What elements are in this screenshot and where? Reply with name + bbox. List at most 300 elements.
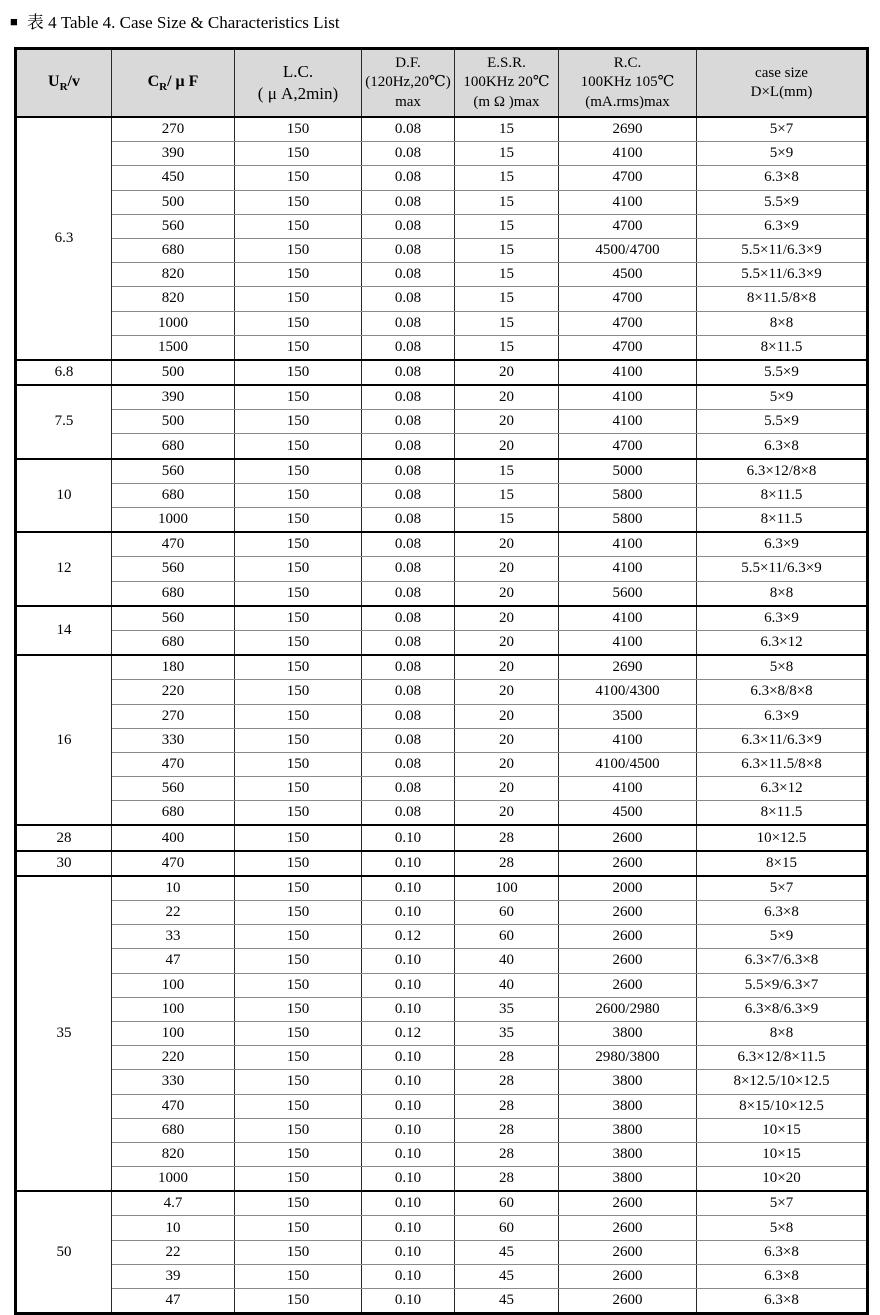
table-cell: 2600 <box>559 1264 697 1288</box>
table-cell: 330 <box>112 728 235 752</box>
table-cell: 0.08 <box>362 385 455 410</box>
table-cell: 4500 <box>559 263 697 287</box>
table-cell: 0.08 <box>362 238 455 262</box>
table-cell: 6.3×8 <box>697 1264 868 1288</box>
table-cell: 15 <box>455 459 559 484</box>
table-cell: 5.5×9 <box>697 360 868 385</box>
table-row <box>16 1142 868 1166</box>
table-cell: 0.08 <box>362 263 455 287</box>
table-row <box>16 117 868 142</box>
table-cell: 6.3×9 <box>697 214 868 238</box>
table-cell: 150 <box>235 1216 362 1240</box>
table-cell: 20 <box>455 752 559 776</box>
table-cell: 0.08 <box>362 117 455 142</box>
table-cell: 4100/4300 <box>559 680 697 704</box>
table-row <box>16 925 868 949</box>
table-row <box>16 214 868 238</box>
table-cell: 2980/3800 <box>559 1046 697 1070</box>
table-cell: 10×12.5 <box>697 825 868 850</box>
header-capacitance: $C_R/$ μ F <box>112 49 235 118</box>
table-cell: 8×12.5/10×12.5 <box>697 1070 868 1094</box>
table-cell: 5×9 <box>697 925 868 949</box>
table-row <box>16 876 868 901</box>
table-cell: 0.10 <box>362 1264 455 1288</box>
table-row <box>16 459 868 484</box>
table-row <box>16 335 868 360</box>
table-cell: 0.10 <box>362 1167 455 1192</box>
table-cell: 20 <box>455 581 559 606</box>
table-row <box>16 1046 868 1070</box>
table-cell: 150 <box>235 851 362 876</box>
voltage-cell: 16 <box>16 655 112 825</box>
table-cell: 6.3×8 <box>697 901 868 925</box>
table-cell: 3500 <box>559 704 697 728</box>
table-cell: 150 <box>235 704 362 728</box>
table-cell: 0.08 <box>362 434 455 459</box>
table-cell: 4100 <box>559 190 697 214</box>
table-cell: 400 <box>112 825 235 850</box>
table-cell: 0.08 <box>362 166 455 190</box>
table-cell: 3800 <box>559 1167 697 1192</box>
table-cell: 28 <box>455 1046 559 1070</box>
table-cell: 680 <box>112 581 235 606</box>
table-cell: 0.10 <box>362 1142 455 1166</box>
table-row <box>16 825 868 850</box>
table-cell: 150 <box>235 385 362 410</box>
table-cell: 150 <box>235 335 362 360</box>
header-ripple-current: R.C. 100KHz 105℃ (mA.rms)max <box>559 49 697 118</box>
voltage-cell: 10 <box>16 459 112 533</box>
table-cell: 0.12 <box>362 1021 455 1045</box>
table-cell: 0.08 <box>362 335 455 360</box>
table-cell: 3800 <box>559 1021 697 1045</box>
table-cell: 500 <box>112 190 235 214</box>
table-cell: 0.08 <box>362 777 455 801</box>
table-cell: 100 <box>112 973 235 997</box>
table-cell: 470 <box>112 752 235 776</box>
table-cell: 150 <box>235 117 362 142</box>
table-cell: 2600 <box>559 1240 697 1264</box>
table-cell: 560 <box>112 557 235 581</box>
table-cell: 500 <box>112 360 235 385</box>
table-cell: 20 <box>455 434 559 459</box>
table-cell: 330 <box>112 1070 235 1094</box>
table-cell: 28 <box>455 851 559 876</box>
voltage-cell: 50 <box>16 1191 112 1313</box>
table-cell: 150 <box>235 190 362 214</box>
table-row <box>16 851 868 876</box>
table-cell: 220 <box>112 680 235 704</box>
table-cell: 560 <box>112 777 235 801</box>
table-cell: 0.08 <box>362 508 455 533</box>
table-cell: 220 <box>112 1046 235 1070</box>
table-cell: 2600 <box>559 1191 697 1216</box>
table-cell: 470 <box>112 851 235 876</box>
table-row <box>16 1094 868 1118</box>
table-cell: 0.08 <box>362 287 455 311</box>
table-cell: 20 <box>455 410 559 434</box>
table-cell: 28 <box>455 825 559 850</box>
table-cell: 0.10 <box>362 1240 455 1264</box>
table-cell: 6.3×8/8×8 <box>697 680 868 704</box>
table-cell: 5.5×9/6.3×7 <box>697 973 868 997</box>
table-row <box>16 1070 868 1094</box>
table-cell: 4.7 <box>112 1191 235 1216</box>
table-row <box>16 410 868 434</box>
table-row <box>16 777 868 801</box>
table-cell: 150 <box>235 166 362 190</box>
table-cell: 150 <box>235 997 362 1021</box>
table-cell: 0.08 <box>362 360 455 385</box>
table-cell: 6.3×12 <box>697 630 868 655</box>
table-cell: 150 <box>235 1240 362 1264</box>
table-cell: 180 <box>112 655 235 680</box>
table-cell: 15 <box>455 117 559 142</box>
table-cell: 0.10 <box>362 1289 455 1314</box>
header-esr: E.S.R. 100KHz 20℃ (m Ω )max <box>455 49 559 118</box>
table-cell: 1000 <box>112 508 235 533</box>
table-cell: 0.08 <box>362 214 455 238</box>
table-cell: 47 <box>112 949 235 973</box>
table-cell: 10 <box>112 1216 235 1240</box>
table-cell: 28 <box>455 1118 559 1142</box>
table-cell: 0.08 <box>362 581 455 606</box>
table-cell: 4100 <box>559 728 697 752</box>
table-cell: 2600 <box>559 851 697 876</box>
table-cell: 0.08 <box>362 190 455 214</box>
table-row <box>16 581 868 606</box>
table-cell: 2690 <box>559 117 697 142</box>
table-cell: 20 <box>455 360 559 385</box>
table-row <box>16 142 868 166</box>
header-rated-voltage: $U_R/v$ <box>16 49 112 118</box>
table-cell: 5×7 <box>697 117 868 142</box>
table-row <box>16 287 868 311</box>
table-cell: 40 <box>455 949 559 973</box>
table-row <box>16 434 868 459</box>
table-cell: 150 <box>235 483 362 507</box>
table-cell: 150 <box>235 238 362 262</box>
table-cell: 6.3×12 <box>697 777 868 801</box>
table-cell: 150 <box>235 606 362 631</box>
table-cell: 20 <box>455 630 559 655</box>
table-row <box>16 680 868 704</box>
table-row <box>16 1216 868 1240</box>
table-cell: 15 <box>455 214 559 238</box>
table-cell: 0.08 <box>362 728 455 752</box>
table-cell: 150 <box>235 1264 362 1288</box>
table-cell: 2600 <box>559 925 697 949</box>
table-cell: 4100 <box>559 385 697 410</box>
table-cell: 4100 <box>559 777 697 801</box>
table-cell: 22 <box>112 1240 235 1264</box>
table-cell: 150 <box>235 728 362 752</box>
table-cell: 4100 <box>559 532 697 557</box>
table-cell: 560 <box>112 459 235 484</box>
table-cell: 680 <box>112 483 235 507</box>
table-row <box>16 728 868 752</box>
table-row <box>16 630 868 655</box>
table-cell: 0.10 <box>362 1118 455 1142</box>
table-cell: 4100 <box>559 410 697 434</box>
table-cell: 5.5×11/6.3×9 <box>697 263 868 287</box>
table-cell: 0.10 <box>362 1046 455 1070</box>
table-cell: 6.3×12/8×11.5 <box>697 1046 868 1070</box>
table-cell: 15 <box>455 335 559 360</box>
table-row <box>16 532 868 557</box>
table-cell: 2600 <box>559 973 697 997</box>
table-cell: 150 <box>235 680 362 704</box>
table-cell: 0.10 <box>362 973 455 997</box>
table-cell: 28 <box>455 1070 559 1094</box>
table-cell: 0.10 <box>362 876 455 901</box>
table-cell: 4100/4500 <box>559 752 697 776</box>
table-cell: 10×15 <box>697 1118 868 1142</box>
table-row <box>16 901 868 925</box>
table-cell: 5800 <box>559 508 697 533</box>
header-case-size: case size D×L(mm) <box>697 49 868 118</box>
table-cell: 4500/4700 <box>559 238 697 262</box>
table-cell: 45 <box>455 1289 559 1314</box>
table-caption <box>10 8 340 33</box>
table-row <box>16 1191 868 1216</box>
table-cell: 5×7 <box>697 876 868 901</box>
table-cell: 150 <box>235 142 362 166</box>
table-row <box>16 606 868 631</box>
table-cell: 820 <box>112 287 235 311</box>
table-cell: 0.08 <box>362 606 455 631</box>
table-cell: 10×20 <box>697 1167 868 1192</box>
table-cell: 150 <box>235 1167 362 1192</box>
table-cell: 0.08 <box>362 459 455 484</box>
table-row <box>16 483 868 507</box>
table-cell: 150 <box>235 214 362 238</box>
table-cell: 820 <box>112 1142 235 1166</box>
table-cell: 20 <box>455 704 559 728</box>
table-cell: 47 <box>112 1289 235 1314</box>
table-cell: 5.5×9 <box>697 410 868 434</box>
table-cell: 5.5×11/6.3×9 <box>697 238 868 262</box>
table-cell: 2600 <box>559 825 697 850</box>
table-cell: 8×8 <box>697 581 868 606</box>
table-cell: 0.10 <box>362 1216 455 1240</box>
table-cell: 150 <box>235 777 362 801</box>
table-cell: 15 <box>455 287 559 311</box>
table-cell: 470 <box>112 532 235 557</box>
table-cell: 20 <box>455 680 559 704</box>
table-cell: 500 <box>112 410 235 434</box>
table-cell: 150 <box>235 360 362 385</box>
table-cell: 100 <box>112 997 235 1021</box>
table-cell: 6.3×8 <box>697 1289 868 1314</box>
table-cell: 450 <box>112 166 235 190</box>
voltage-cell: 6.8 <box>16 360 112 385</box>
table-cell: 10 <box>112 876 235 901</box>
table-cell: 4700 <box>559 214 697 238</box>
table-cell: 4100 <box>559 557 697 581</box>
table-cell: 45 <box>455 1264 559 1288</box>
voltage-cell: 7.5 <box>16 385 112 459</box>
table-cell: 15 <box>455 142 559 166</box>
table-cell: 4100 <box>559 630 697 655</box>
table-cell: 0.08 <box>362 483 455 507</box>
table-cell: 150 <box>235 581 362 606</box>
table-cell: 6.3×8 <box>697 166 868 190</box>
table-cell: 4100 <box>559 142 697 166</box>
table-cell: 4100 <box>559 606 697 631</box>
table-cell: 8×11.5 <box>697 801 868 826</box>
table-cell: 150 <box>235 925 362 949</box>
voltage-cell: 14 <box>16 606 112 655</box>
table-cell: 15 <box>455 483 559 507</box>
table-cell: 0.10 <box>362 997 455 1021</box>
table-cell: 0.08 <box>362 752 455 776</box>
table-cell: 8×11.5 <box>697 508 868 533</box>
table-cell: 6.3×9 <box>697 704 868 728</box>
table-cell: 0.08 <box>362 311 455 335</box>
table-cell: 150 <box>235 973 362 997</box>
table-cell: 1000 <box>112 1167 235 1192</box>
table-cell: 6.3×8 <box>697 434 868 459</box>
table-cell: 150 <box>235 287 362 311</box>
table-row <box>16 508 868 533</box>
table-cell: 150 <box>235 1142 362 1166</box>
table-cell: 0.08 <box>362 532 455 557</box>
table-cell: 150 <box>235 901 362 925</box>
table-cell: 150 <box>235 1046 362 1070</box>
table-cell: 28 <box>455 1167 559 1192</box>
table-cell: 680 <box>112 630 235 655</box>
table-cell: 150 <box>235 825 362 850</box>
table-cell: 150 <box>235 630 362 655</box>
table-cell: 0.08 <box>362 655 455 680</box>
table-cell: 5×9 <box>697 142 868 166</box>
table-cell: 6.3×9 <box>697 606 868 631</box>
header-leakage-current: L.C. ( μ A,2min) <box>235 49 362 118</box>
table-cell: 6.3×11/6.3×9 <box>697 728 868 752</box>
table-cell: 8×11.5 <box>697 335 868 360</box>
table-row <box>16 997 868 1021</box>
table-cell: 150 <box>235 1094 362 1118</box>
table-cell: 5×8 <box>697 655 868 680</box>
table-cell: 150 <box>235 801 362 826</box>
table-cell: 0.10 <box>362 901 455 925</box>
table-cell: 20 <box>455 532 559 557</box>
table-cell: 60 <box>455 901 559 925</box>
table-cell: 150 <box>235 1289 362 1314</box>
table-cell: 5000 <box>559 459 697 484</box>
table-cell: 0.08 <box>362 704 455 728</box>
table-row <box>16 166 868 190</box>
table-cell: 0.10 <box>362 825 455 850</box>
table-cell: 0.08 <box>362 142 455 166</box>
table-cell: 0.08 <box>362 801 455 826</box>
voltage-cell: 35 <box>16 876 112 1191</box>
table-cell: 8×15/10×12.5 <box>697 1094 868 1118</box>
table-cell: 680 <box>112 434 235 459</box>
table-cell: 3800 <box>559 1118 697 1142</box>
table-row <box>16 1167 868 1192</box>
table-cell: 0.10 <box>362 1094 455 1118</box>
header-row <box>16 49 868 118</box>
table-cell: 150 <box>235 532 362 557</box>
case-size-table <box>14 47 869 1315</box>
table-cell: 4100 <box>559 360 697 385</box>
table-cell: 390 <box>112 385 235 410</box>
table-cell: 1500 <box>112 335 235 360</box>
table-cell: 60 <box>455 1216 559 1240</box>
table-row <box>16 1240 868 1264</box>
table-cell: 0.10 <box>362 1191 455 1216</box>
table-cell: 6.3×12/8×8 <box>697 459 868 484</box>
table-cell: 2600 <box>559 1289 697 1314</box>
table-row <box>16 1021 868 1045</box>
table-cell: 5800 <box>559 483 697 507</box>
table-cell: 20 <box>455 777 559 801</box>
table-cell: 15 <box>455 508 559 533</box>
table-row <box>16 557 868 581</box>
table-cell: 4700 <box>559 166 697 190</box>
table-cell: 680 <box>112 1118 235 1142</box>
table-cell: 5×8 <box>697 1216 868 1240</box>
table-cell: 150 <box>235 1070 362 1094</box>
table-cell: 150 <box>235 263 362 287</box>
table-cell: 0.08 <box>362 410 455 434</box>
table-row <box>16 949 868 973</box>
table-cell: 20 <box>455 606 559 631</box>
table-cell: 150 <box>235 1021 362 1045</box>
table-cell: 20 <box>455 385 559 410</box>
table-cell: 35 <box>455 1021 559 1045</box>
table-cell: 40 <box>455 973 559 997</box>
table-cell: 150 <box>235 752 362 776</box>
table-cell: 0.10 <box>362 851 455 876</box>
table-cell: 39 <box>112 1264 235 1288</box>
voltage-cell: 6.3 <box>16 117 112 360</box>
table-row <box>16 801 868 826</box>
table-cell: 10×15 <box>697 1142 868 1166</box>
table-row <box>16 238 868 262</box>
table-cell: 5×9 <box>697 385 868 410</box>
table-cell: 470 <box>112 1094 235 1118</box>
table-cell: 3800 <box>559 1070 697 1094</box>
table-cell: 100 <box>112 1021 235 1045</box>
table-cell: 5.5×9 <box>697 190 868 214</box>
table-row <box>16 973 868 997</box>
table-cell: 4700 <box>559 335 697 360</box>
table-cell: 0.10 <box>362 949 455 973</box>
table-cell: 4700 <box>559 434 697 459</box>
table-row <box>16 263 868 287</box>
table-cell: 5600 <box>559 581 697 606</box>
table-cell: 6.3×11.5/8×8 <box>697 752 868 776</box>
table-cell: 270 <box>112 117 235 142</box>
table-cell: 6.3×7/6.3×8 <box>697 949 868 973</box>
table-row <box>16 752 868 776</box>
table-cell: 100 <box>455 876 559 901</box>
table-cell: 6.3×9 <box>697 532 868 557</box>
table-cell: 60 <box>455 1191 559 1216</box>
table-title: 表 4 Table 4. Case Size & Characteristics List <box>26 13 340 32</box>
table-cell: 6.3×8 <box>697 1240 868 1264</box>
table-cell: 6.3×8/6.3×9 <box>697 997 868 1021</box>
table-cell: 150 <box>235 949 362 973</box>
table-cell: 150 <box>235 459 362 484</box>
table-cell: 5.5×11/6.3×9 <box>697 557 868 581</box>
table-cell: 560 <box>112 606 235 631</box>
table-cell: 150 <box>235 508 362 533</box>
table-cell: 8×8 <box>697 1021 868 1045</box>
